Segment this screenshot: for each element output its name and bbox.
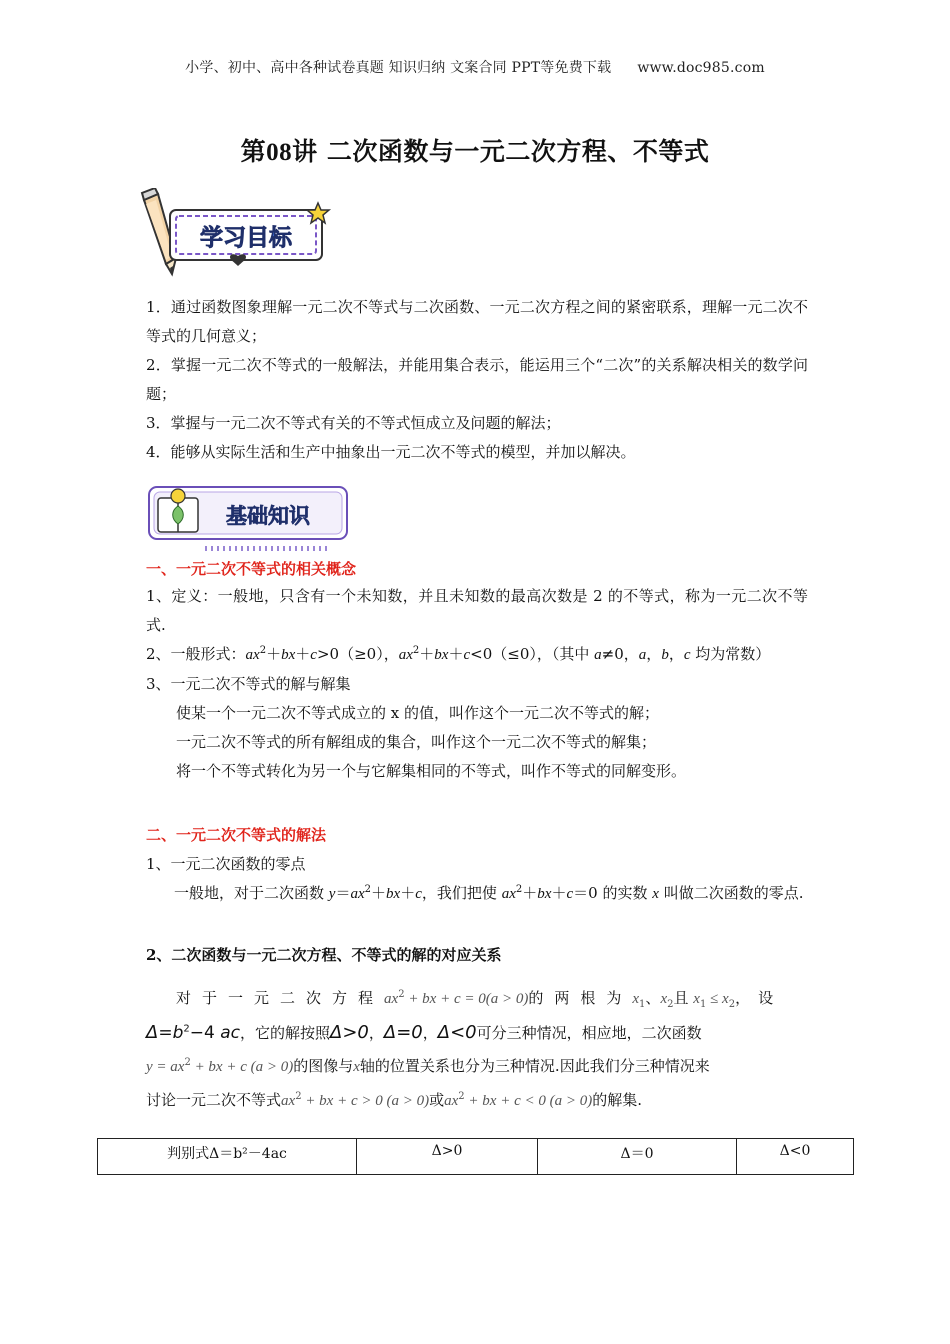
zero-text: 一般地，对于二次函数 $y=ax^2+bx+c$，我们把使 $ax^2+bx+c=0$ 的实数 x 叫做二次函数的零点. bbox=[174, 884, 804, 902]
table-row bbox=[98, 1139, 854, 1175]
solution-line: 使某一个一元二次不等式成立的 x 的值，叫作这个一元二次不等式的解； bbox=[176, 704, 659, 722]
relation-line-1: 对于一元二次方程$ax^2$ + bx + c = 0(a > 0)的两根为$x_1$、$x_2$且 $x_1 \le x_2$，设 bbox=[176, 989, 782, 1010]
relation-line-2: $\Delta=b^2-4$ ac，它的解按照Δ>0，Δ=0，Δ<0可分三种情况，相应地，二次函数 bbox=[146, 1022, 702, 1043]
section1-body bbox=[146, 582, 808, 786]
zero-title: 1、一元二次函数的零点 bbox=[146, 855, 306, 873]
solution-line: 将一个不等式转化为另一个与它解集相同的不等式，叫作不等式的同解变形。 bbox=[176, 762, 687, 780]
header-url[interactable]: www.doc985.com bbox=[637, 60, 765, 76]
page-title: 第08讲 二次函数与一元二次方程、不等式 bbox=[240, 137, 710, 166]
solution-title: 3、一元二次不等式的解与解集 bbox=[146, 675, 351, 693]
definition-text: 1、定义：一般地，只含有一个未知数，并且未知数的最高次数是 2 的不等式，称为一元二次不等式. bbox=[146, 587, 808, 634]
general-form: 2、一般形式：$ax^2+bx+c>0(\ge 0)$，$ax^2+bx+c<0(\le 0)$，（其中 a≠0，a，b，c 均为常数） bbox=[146, 645, 771, 663]
section2-heading: 二、一元二次不等式的解法 bbox=[146, 826, 327, 844]
banner2-label: 基础知识 bbox=[226, 504, 310, 528]
objective-item: 3．掌握与一元二次不等式有关的不等式恒成立及问题的解法； bbox=[146, 414, 561, 432]
table-header-negative: Δ<0 bbox=[737, 1139, 854, 1175]
zero-block bbox=[146, 850, 808, 909]
table-header-positive: Δ>0 bbox=[357, 1139, 538, 1175]
section1-heading: 一、一元二次不等式的相关概念 bbox=[146, 560, 357, 578]
objectives-list bbox=[146, 293, 808, 467]
objective-item: 2．掌握一元二次不等式的一般解法，并能用集合表示，能运用三个“二次”的关系解决相关的数学问题； bbox=[146, 356, 808, 403]
objective-item: 4．能够从实际生活和生产中抽象出一元二次不等式的模型，并加以解决。 bbox=[146, 443, 636, 461]
solution-line: 一元二次不等式的所有解组成的集合，叫作这个一元二次不等式的解集； bbox=[176, 733, 657, 751]
header-text: 小学、初中、高中各种试卷真题 知识归纳 文案合同 PPT等免费下载 bbox=[185, 60, 612, 76]
relation-body bbox=[146, 982, 808, 1118]
table-header-zero: Δ＝0 bbox=[538, 1139, 737, 1175]
basic-knowledge-banner bbox=[146, 484, 352, 554]
objective-item: 1．通过函数图象理解一元二次不等式与二次函数、一元二次方程之间的紧密联系，理解一元二次不等式的几何意义； bbox=[146, 298, 808, 345]
page-header bbox=[0, 57, 950, 77]
discriminant-table bbox=[97, 1138, 854, 1175]
learning-goals-banner bbox=[138, 188, 338, 278]
relation-line-3: $y = ax^2$ + bx + c (a > 0)的图像与x轴的位置关系也分为三种情况.因此我们分三种情况来 bbox=[146, 1057, 710, 1075]
table-header-discriminant: 判别式Δ＝b²－4ac bbox=[98, 1139, 357, 1175]
relation-line-4: 讨论一元二次不等式$ax^2$ + bx + c > 0 (a > 0)或$ax^2$ + bx + c < 0 (a > 0)的解集. bbox=[146, 1091, 642, 1109]
banner1-label: 学习目标 bbox=[200, 225, 292, 251]
relation-title: 2、二次函数与一元二次方程、不等式的解的对应关系 bbox=[146, 946, 502, 964]
